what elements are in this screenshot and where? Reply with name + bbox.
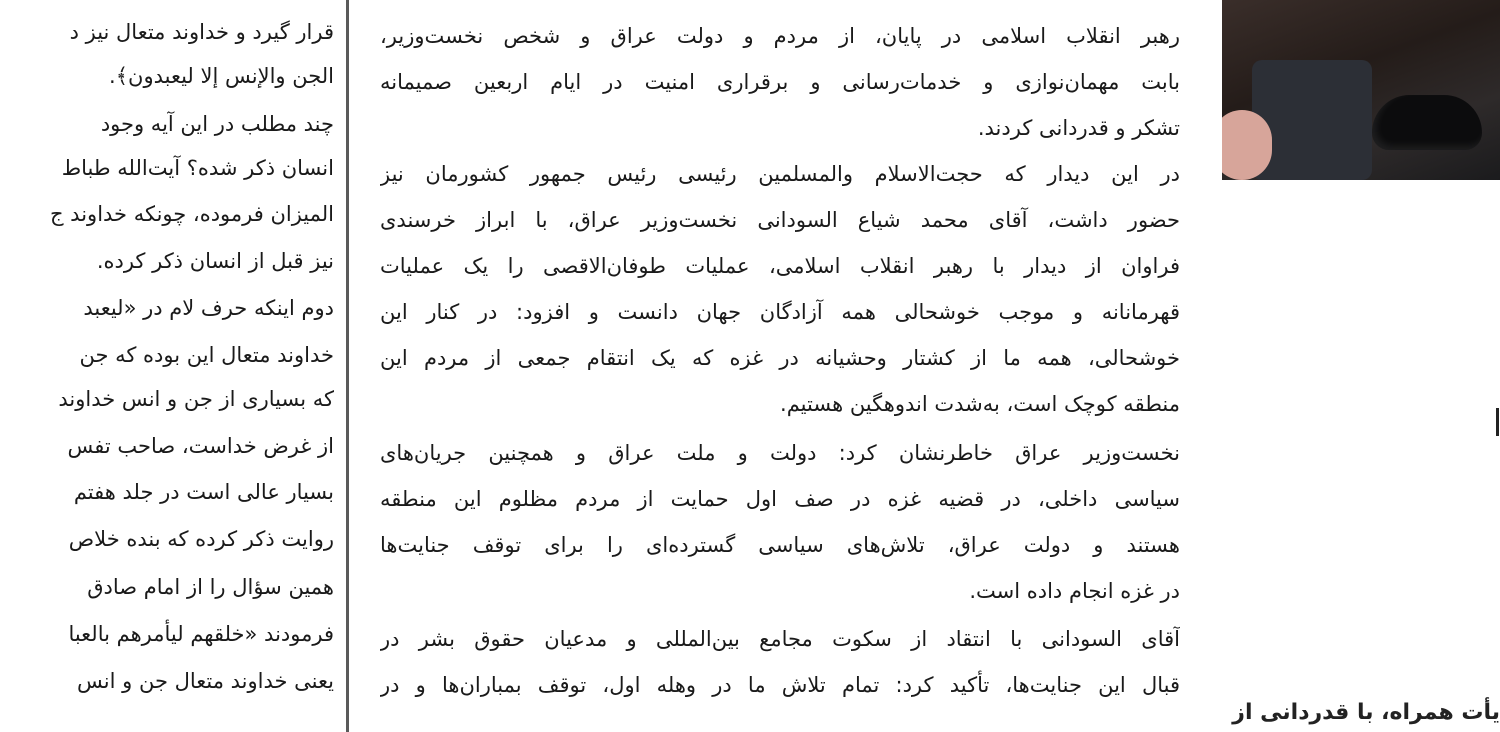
article-line: قبال این جنایت‌ها، تأکید کرد: تمام تلاش ما در وهله اول، توقف بمباران‌ها و در — [380, 673, 1180, 697]
article-line: منطقه کوچک است، به‌شدت اندوهگین هستیم. — [780, 392, 1180, 416]
left-line: نیز قبل از انسان ذکر کرده. — [96, 249, 334, 273]
column-divider — [346, 0, 349, 732]
left-line: بسیار عالی است در جلد هفتم — [73, 480, 334, 504]
left-line: انسان ذکر شده؟ آیت‌الله طباط — [61, 156, 334, 180]
article-line: در این دیدار که حجت‌الاسلام والمسلمین رئیسی رئیس جمهور کشورمان نیز — [380, 162, 1180, 186]
left-line: چند مطلب در این آیه وجود — [100, 112, 334, 136]
left-line: قرار گیرد و خداوند متعال نیز د — [69, 20, 334, 44]
article-line: خوشحالی، همه ما از کشتار وحشیانه در غزه که یک انتقام جمعی از مردم این — [380, 346, 1180, 370]
edge-mark — [1496, 408, 1499, 436]
right-column-text: یأت همراه، با قدردانی از — [1232, 700, 1500, 725]
left-line: از غرض خداست، صاحب تفس — [67, 434, 334, 458]
left-line: یعنی خداوند متعال جن و انس — [77, 669, 334, 693]
left-line: فرمودند «خلقهم لیأمرهم بالعبا — [68, 622, 334, 646]
article-line: فراوان از دیدار با رهبر انقلاب اسلامی، عملیات طوفان‌الاقصی را یک عملیات — [380, 254, 1180, 278]
article-line: حضور داشت، آقای محمد شیاع السودانی نخست‌وزیر عراق، با ابراز خرسندی — [380, 208, 1180, 232]
article-line: قهرمانانه و موجب خوشحالی همه آزادگان جهان دانست و افزود: در کنار این — [380, 300, 1180, 324]
article-line: در غزه انجام داده است. — [969, 579, 1180, 603]
article-line: بابت مهمان‌نوازی و خدمات‌رسانی و برقراری امنیت در ایام اربعین صمیمانه — [380, 70, 1180, 94]
left-article-column — [0, 0, 342, 732]
article-line: تشکر و قدردانی کردند. — [977, 116, 1180, 140]
article-line: رهبر انقلاب اسلامی در پایان، از مردم و دولت عراق و شخص نخست‌وزیر، — [380, 24, 1180, 48]
left-line: دوم اینکه حرف لام در «لیعبد — [83, 296, 334, 320]
article-line: سیاسی داخلی، در قضیه غزه در صف اول حمایت از مردم مظلوم این منطقه — [380, 487, 1180, 511]
main-article-column — [380, 0, 1180, 732]
left-line: خداوند متعال این بوده که جن — [79, 343, 334, 367]
left-line: الجن والإنس إلا لیعبدون﴾. — [109, 64, 334, 88]
article-line: هستند و دولت عراق، تلاش‌های سیاسی گسترده‌ای را برای توقف جنایت‌ها — [380, 533, 1180, 557]
left-line: روایت ذکر کرده که بنده خلاص — [68, 527, 334, 551]
left-line: همین سؤال را از امام صادق — [87, 575, 334, 599]
article-line: نخست‌وزیر عراق خاطرنشان کرد: دولت و ملت عراق و همچنین جریان‌های — [380, 441, 1180, 465]
left-line: که بسیاری از جن و انس خداوند — [58, 387, 334, 411]
right-column — [1222, 0, 1500, 732]
left-line: المیزان فرموده، چونکه خداوند ج — [49, 202, 334, 226]
article-line: آقای السودانی با انتقاد از سکوت مجامع بین‌المللی و مدعیان حقوق بشر در — [380, 627, 1180, 651]
